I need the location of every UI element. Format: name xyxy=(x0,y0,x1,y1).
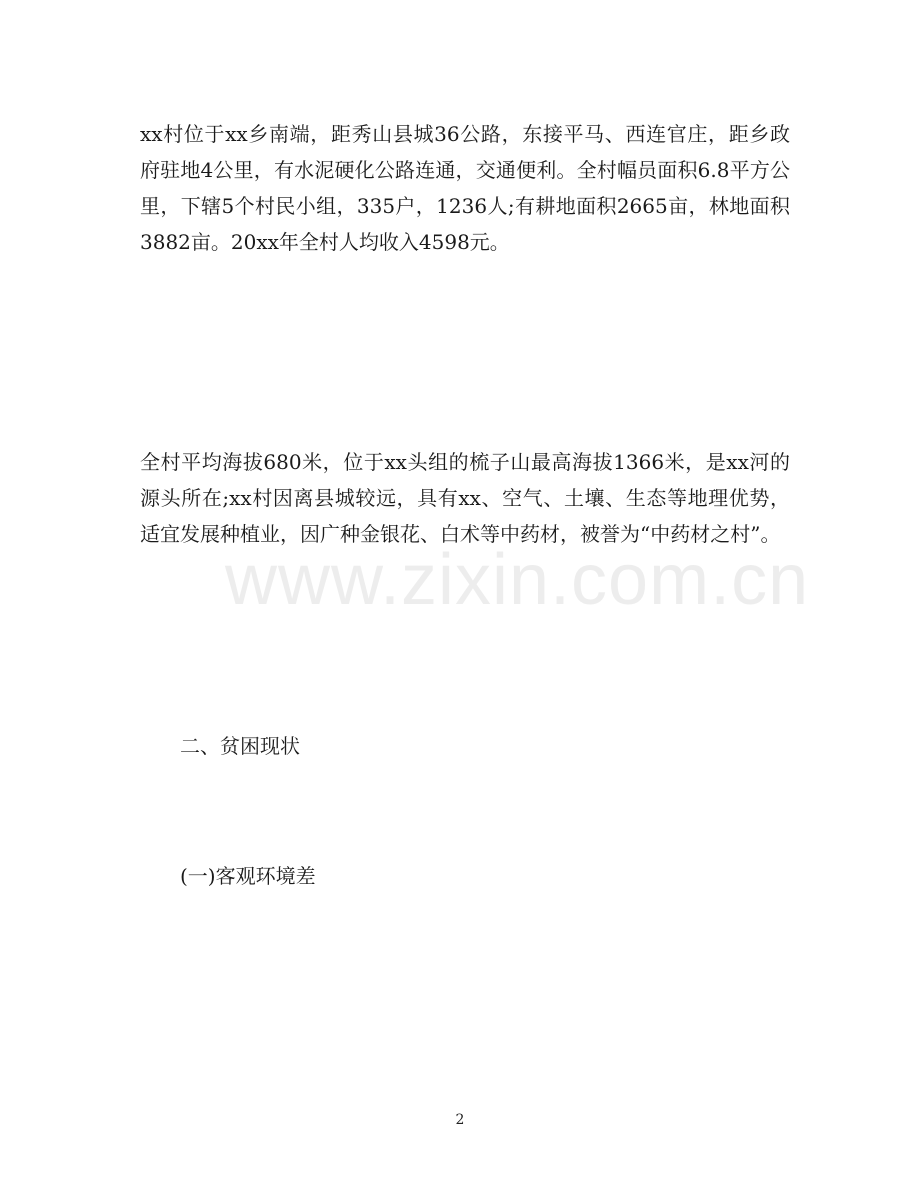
section-heading: 二、贫困现状 xyxy=(180,734,300,758)
paragraph-village-overview: xx村位于xx乡南端，距秀山县城36公路，东接平马、西连官庄，距乡政府驻地4公里，有水泥硬化公路连通，交通便利。全村幅员面积6.8平方公里，下辖5个村民小组，335户，1236人;有耕地面积2665亩，林地面积3882亩。20xx年全村人均收入4598元。 xyxy=(140,122,790,254)
subsection-heading: (一)客观环境差 xyxy=(180,864,316,888)
page-number: 2 xyxy=(455,1112,465,1128)
paragraph-geography: 全村平均海拔680米，位于xx头组的梳子山最高海拔1366米，是xx河的源头所在;xx村因离县城较远，具有xx、空气、土壤、生态等地理优势，适宜发展种植业，因广种金银花、白术等中药材，被誉为“中药材之村”。 xyxy=(140,450,790,546)
watermark-text: www.zixin.com.cn xyxy=(225,540,810,620)
